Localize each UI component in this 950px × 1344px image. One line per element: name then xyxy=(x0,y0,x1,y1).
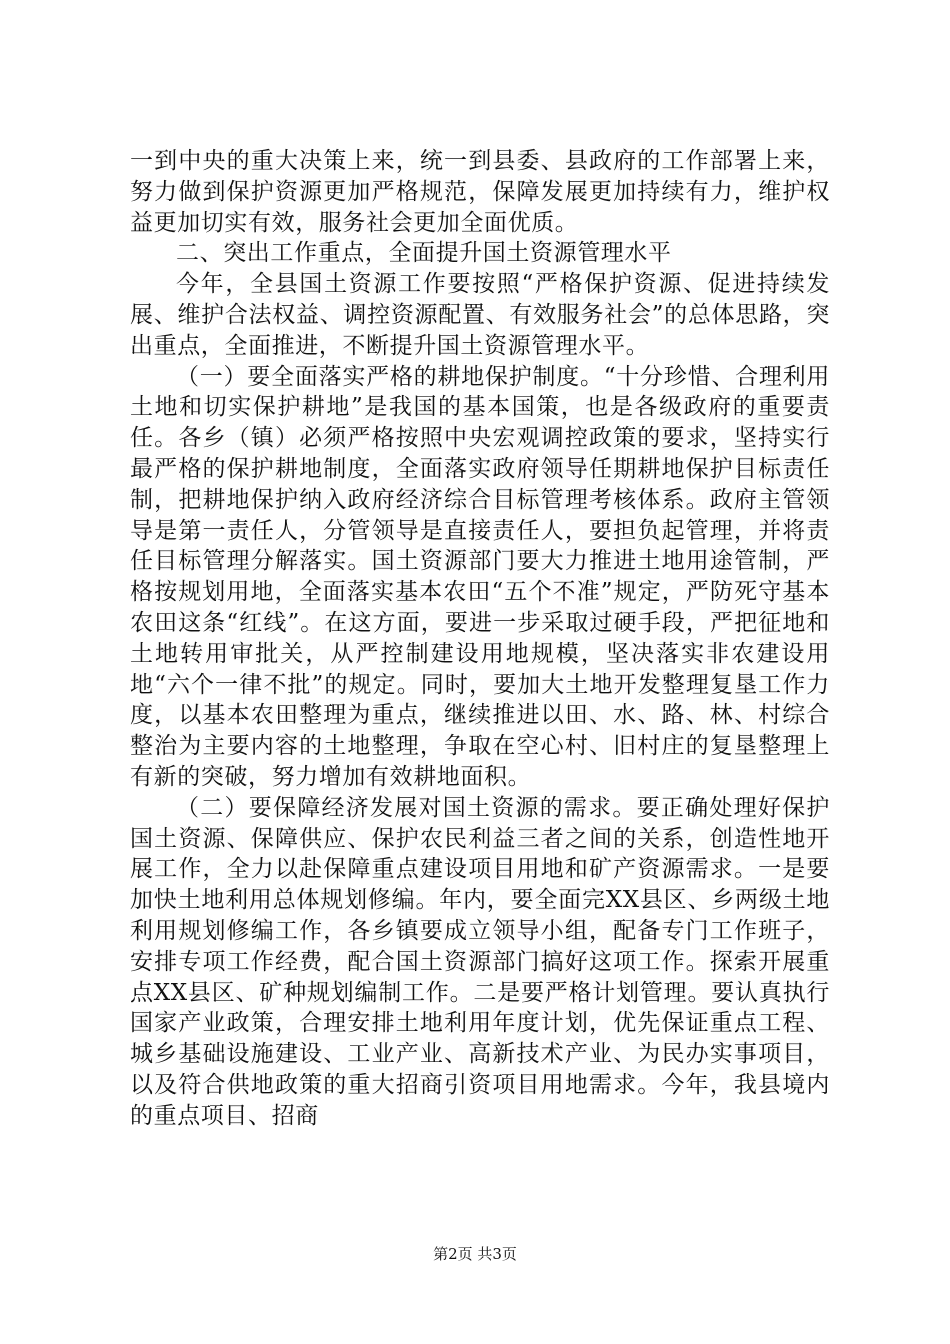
paragraph-item-1: （一）要全面落实严格的耕地保护制度。“十分珍惜、合理利用土地和切实保护耕地”是我国的基本国策，也是各级政府的重要责任。各乡（镇）必须严格按照中央宏观调控政策的要求，坚持实行最严格的保护耕地制度，全面落实政府领导任期耕地保护目标责任制，把耕地保护纳入政府经济综合目标管理考核体系。政府主管领导是第一责任人，分管领导是直接责任人，要担负起管理，并将责任目标管理分解落实。国土资源部门要大力推进土地用途管制，严格按规划用地，全面落实基本农田“五个不准”规定，严防死守基本农田这条“红线”。在这方面，要进一步采取过硬手段，严把征地和土地转用审批关，从严控制建设用地规模，坚决落实非农建设用地“六个一律不批”的规定。同时，要加大土地开发整理复垦工作力度，以基本农田整理为重点，继续推进以田、水、路、林、村综合整治为主要内容的土地整理，争取在空心村、旧村庄的复垦整理上有新的突破，努力增加有效耕地面积。 xyxy=(130,363,830,790)
paragraph-continuation: 一到中央的重大决策上来，统一到县委、县政府的工作部署上来，努力做到保护资源更加严格规范，保障发展更加持续有力，维护权益更加切实有效，服务社会更加全面优质。 xyxy=(130,148,830,236)
paragraph-item-2: （二）要保障经济发展对国土资源的需求。要正确处理好保护国土资源、保障供应、保护农民利益三者之间的关系，创造性地开展工作，全力以赴保障重点建设项目用地和矿产资源需求。一是要加快土地利用总体规划修编。年内，要全面完XX县区、乡两级土地利用规划修编工作，各乡镇要成立领导小组，配备专门工作班子，安排专项工作经费，配合国土资源部门搞好这项工作。探索开展重点XX县区、矿种规划编制工作。二是要严格计划管理。要认真执行国家产业政策，合理安排土地利用年度计划，优先保证重点工程、城乡基础设施建设、工业产业、高新技术产业、为民办实事项目，以及符合供地政策的重大招商引资项目用地需求。今年，我县境内的重点项目、招商 xyxy=(130,794,830,1129)
section-heading: 二、突出工作重点，全面提升国土资源管理水平 xyxy=(176,240,672,267)
page-footer: 第2页 共3页 xyxy=(433,1245,517,1263)
paragraph-intro: 今年，全县国土资源工作要按照“严格保护资源、促进持续发展、维护合法权益、调控资源配置、有效服务社会”的总体思路，突出重点，全面推进，不断提升国土资源管理水平。 xyxy=(130,271,830,359)
document-body xyxy=(130,146,830,1132)
